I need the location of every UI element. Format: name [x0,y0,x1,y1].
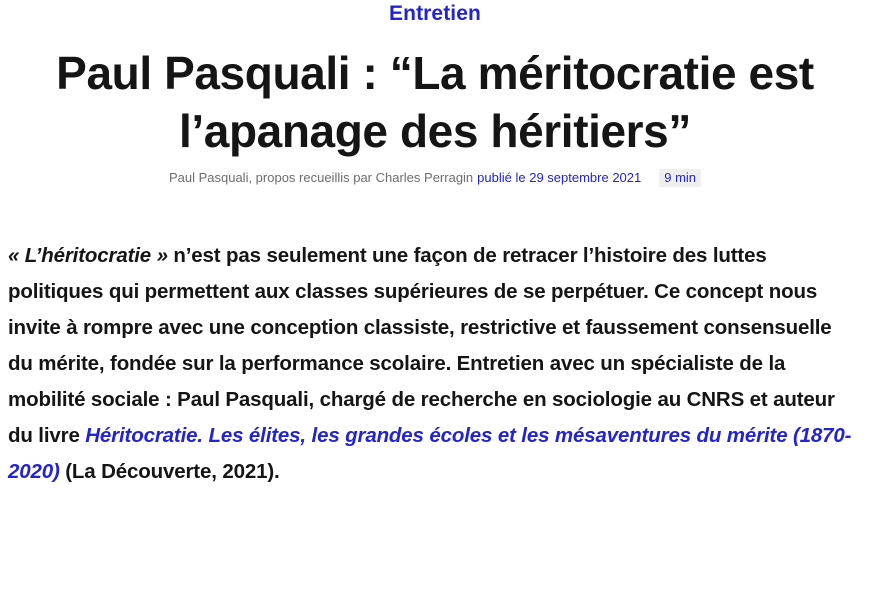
reading-time-badge: 9 min [659,169,701,187]
book-title-link[interactable]: Héritocratie. Les élites, les grandes écoles et les mésaventures du mérite (1870-2020) [8,424,852,483]
rubric-link[interactable]: Entretien [389,2,481,25]
title-line-1: Paul Pasquali : “La méritocratie est [56,47,814,99]
publication-date: publié le 29 septembre 2021 [477,170,642,185]
title-line-2: l’apanage des héritiers” [179,105,691,157]
lede-text-2: (La Découverte, 2021). [59,460,280,483]
byline: Paul Pasquali, propos recueillis par Charles Perragin [168,170,474,185]
article-meta [0,169,870,187]
lede-text-1: n’est pas seulement une façon de retracer l’histoire des luttes politiques qui permettent aux classes supérieures de se perpétuer. Ce concept nous invite à rompre avec une conception classiste, restrictive et faussement consensuelle du mérite, fondée sur la performance scolaire. Entretien avec un spécialiste de la mobilité sociale : Paul Pasquali, chargé de recherche en sociologie au CNRS et auteur du livre [8,244,835,447]
concept-quote: « L’héritocratie » [8,244,174,267]
article-title [0,44,870,160]
article-lede [8,238,860,490]
